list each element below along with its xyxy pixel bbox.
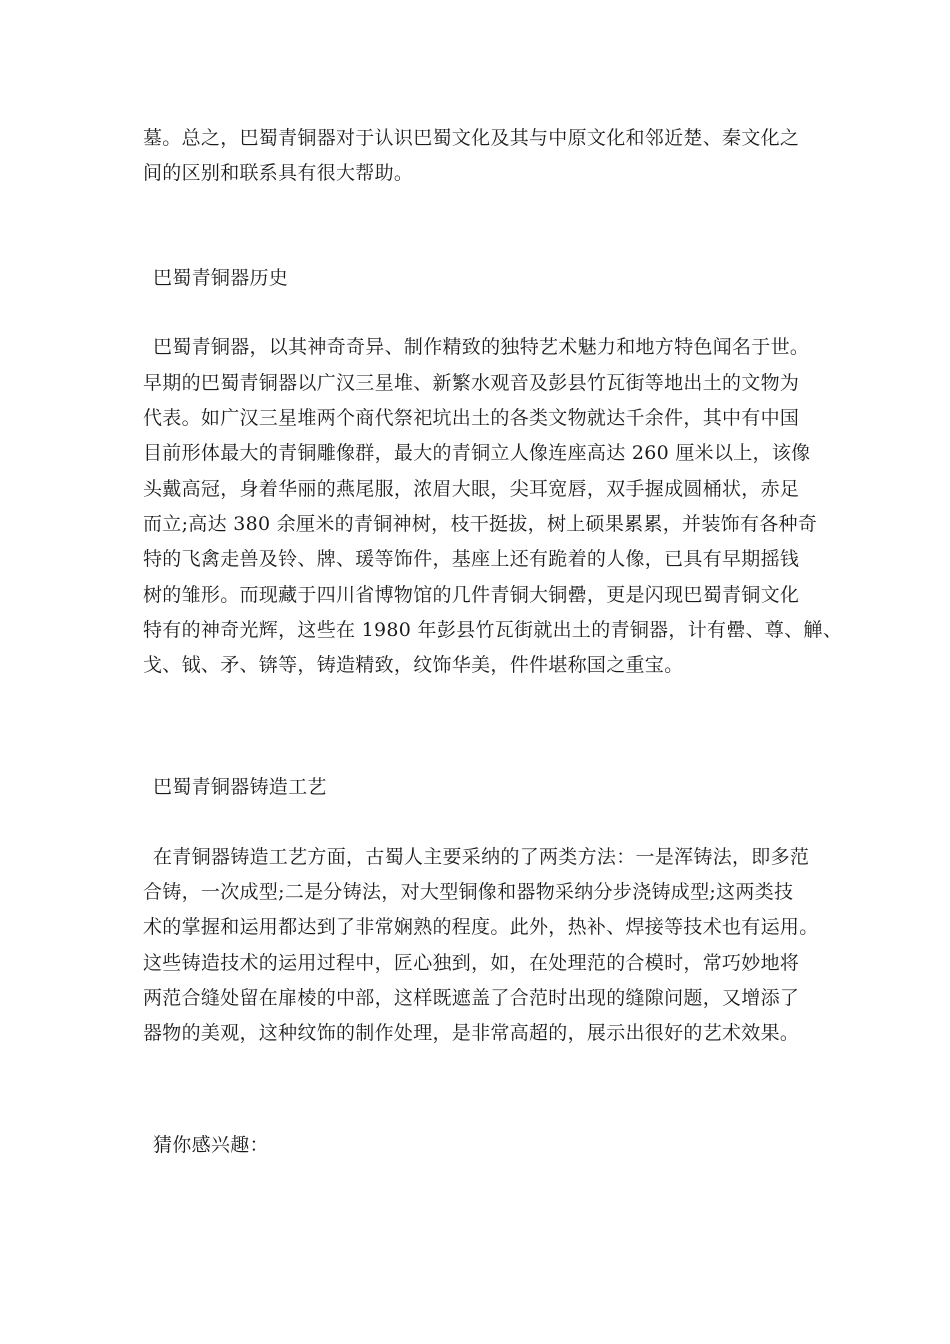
related-heading: 猜你感兴趣：	[153, 1134, 269, 1156]
casting-line-6: 器物的美观，这种纹饰的制作处理，是非常高超的，展示出很好的艺术效果。	[143, 1022, 800, 1044]
intro-line-1: 墓。总之，巴蜀青铜器对于认识巴蜀文化及其与中原文化和邻近楚、秦文化之	[143, 127, 800, 149]
history-line-3: 代表。如广汉三星堆两个商代祭祀坑出土的各类文物就达千余件，其中有中国	[143, 407, 800, 429]
section-heading-casting: 巴蜀青铜器铸造工艺	[153, 776, 327, 798]
history-line-2: 早期的巴蜀青铜器以广汉三星堆、新繁水观音及彭县竹瓦街等地出土的文物为	[143, 372, 800, 394]
casting-line-1: 在青铜器铸造工艺方面，古蜀人主要采纳的了两类方法：一是浑铸法，即多范	[153, 846, 810, 868]
section-heading-history: 巴蜀青铜器历史	[153, 267, 289, 289]
history-line-7: 特的飞禽走兽及铃、牌、瑗等饰件，基座上还有跪着的人像，已具有早期摇钱	[143, 548, 800, 570]
history-line-4: 目前形体最大的青铜雕像群，最大的青铜立人像连座高达 260 厘米以上，该像	[143, 442, 811, 464]
casting-line-2: 合铸，一次成型;二是分铸法，对大型铜像和器物采纳分步浇铸成型;这两类技	[143, 881, 794, 903]
history-line-8: 树的雏形。而现藏于四川省博物馆的几件青铜大铜罍，更是闪现巴蜀青铜文化	[143, 584, 800, 606]
history-line-6: 而立;高达 380 余厘米的青铜神树，枝干挺拔，树上硕果累累，并装饰有各种奇	[143, 513, 818, 535]
history-line-5: 头戴高冠，身着华丽的燕尾服，浓眉大眼，尖耳宽唇，双手握成圆桶状，赤足	[143, 478, 800, 500]
history-line-1: 巴蜀青铜器，以其神奇奇异、制作精致的独特艺术魅力和地方特色闻名于世。	[153, 336, 810, 358]
casting-line-4: 这些铸造技术的运用过程中，匠心独到，如，在处理范的合模时，常巧妙地将	[143, 952, 800, 974]
casting-line-3: 术的掌握和运用都达到了非常娴熟的程度。此外，热补、焊接等技术也有运用。	[143, 916, 819, 938]
casting-line-5: 两范合缝处留在扉棱的中部，这样既遮盖了合范时出现的缝隙问题，又增添了	[143, 987, 800, 1009]
history-line-9: 特有的神奇光辉，这些在 1980 年彭县竹瓦街就出土的青铜器，计有罍、尊、觯、	[143, 619, 843, 641]
history-line-10: 戈、钺、矛、锛等，铸造精致，纹饰华美，件件堪称国之重宝。	[143, 654, 684, 676]
intro-line-2: 间的区别和联系具有很大帮助。	[143, 162, 414, 184]
